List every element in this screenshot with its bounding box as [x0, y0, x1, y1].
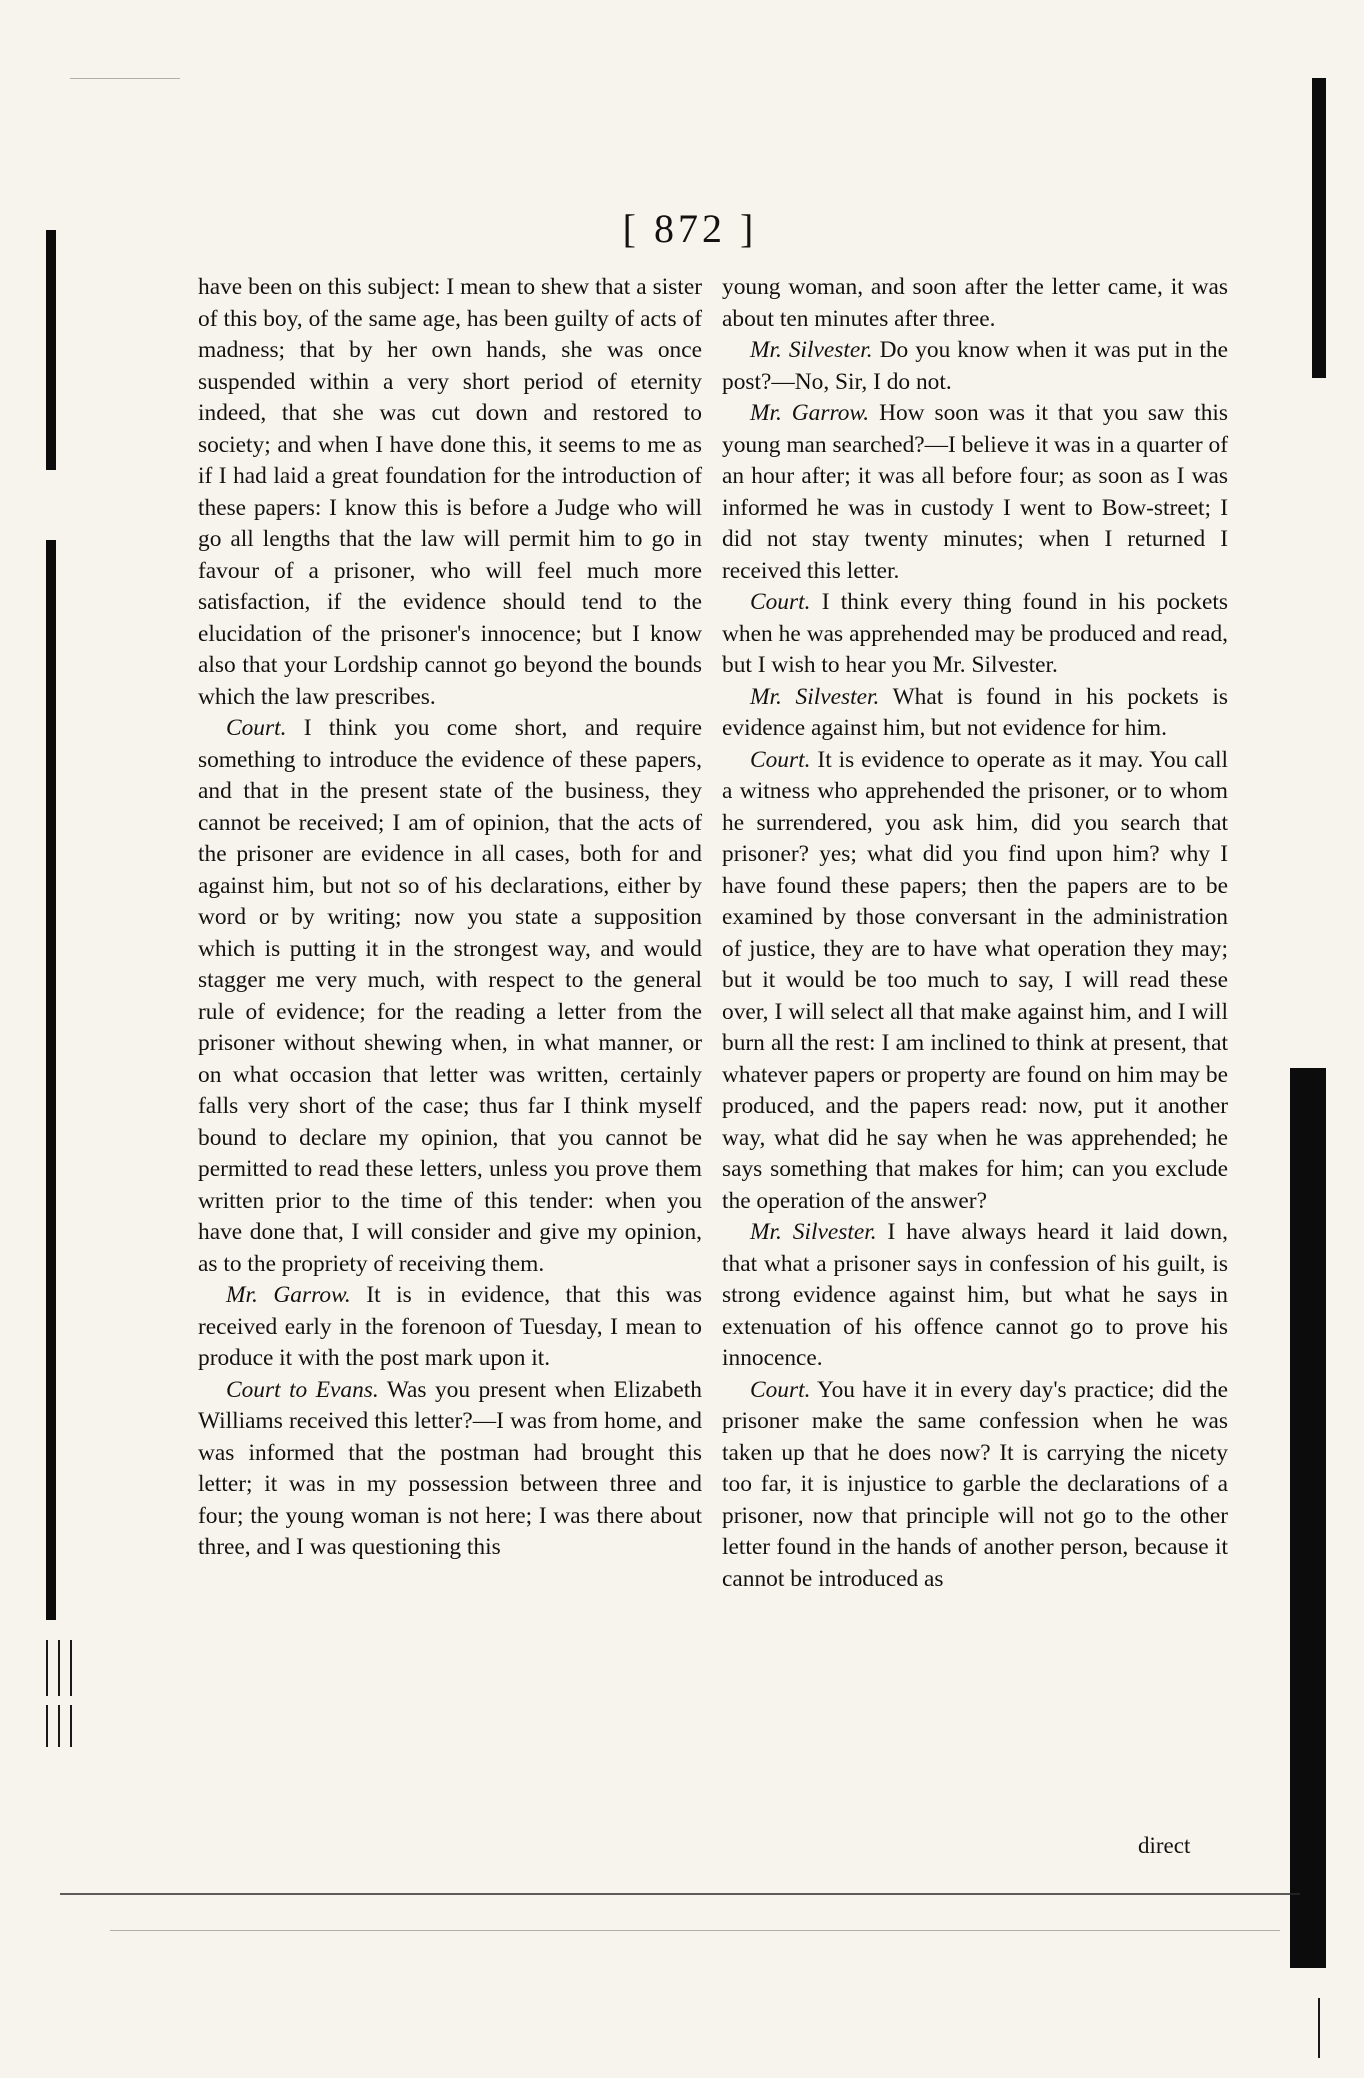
paragraph-text: I think every thing found in his pockets when he was apprehended may be produced and read, but I wish to hear you Mr. Silvester. [722, 589, 1228, 678]
paragraph [722, 272, 1228, 335]
scan-tick [70, 1640, 72, 1696]
speaker-label: Court. [226, 715, 287, 741]
paragraph-text: Was you present when Elizabeth Williams received this letter?—I was from home, and was informed that the postman had brought this letter; it was in my possession between three and four; the young woman is not here; I was there about three, and I was questioning this [198, 1376, 702, 1560]
scan-tick [1318, 1998, 1320, 2058]
paragraph [198, 1375, 702, 1564]
paragraph-text: Do you know when it was put in the post?—No, Sir, I do not. [722, 337, 1228, 395]
scan-edge-bar-top-right [1312, 78, 1326, 378]
scan-tick [58, 1640, 60, 1696]
speaker-label: Court. [750, 746, 811, 773]
paragraph-text: It is evidence to operate as it may. You call a witness who apprehended the prisoner, or to whom he surrendered, you ask him, did you search that prisoner? yes; what did you find upon him? why I have found these papers; then the papers are to be examined by those conversant in the administration of justice, they are to have what operation they may; but it would be too much to say, I will read these over, I will select all that make against him, and I will burn all the rest: I am inclined to think at present, that whatever papers or property are found on him may be produced, and the papers read: now, put it another way, what did he say when he was apprehended; he says something that makes for him; can you exclude the operation of the answer? [722, 746, 1228, 1214]
speaker-label: Mr. Silvester. [750, 1219, 877, 1245]
scan-rule-bottom-faint [110, 1930, 1280, 1931]
scan-rule-bottom [60, 1893, 1300, 1895]
scan-tick [46, 1705, 48, 1747]
paragraph [722, 745, 1228, 1218]
left-column [198, 272, 702, 1564]
paragraph-text: young woman, and soon after the letter came, it was about ten minutes after three. [722, 274, 1228, 332]
paragraph [198, 1280, 702, 1375]
speaker-label: Court. [750, 1376, 811, 1403]
scan-rule-top-faint [70, 78, 180, 79]
scan-edge-bar-left-2 [46, 540, 56, 1620]
paragraph [722, 398, 1228, 587]
paragraph [722, 587, 1228, 682]
paragraph [198, 713, 702, 1280]
paragraph-text: What is found in his pockets is evidence against him, but not evidence for him. [722, 683, 1228, 741]
paragraph-text: You have it in every day's practice; did the prisoner make the same confession when he was taken up that he does now? It is carrying the nicety too far, it is injustice to garble the declarations of a prisoner, now that principle will not go to the other letter found in the hands of another person, because it cannot be introduced as [722, 1376, 1228, 1592]
speaker-label: Court. [750, 589, 811, 615]
right-column [722, 272, 1228, 1595]
speaker-label: Mr. Silvester. [750, 337, 873, 363]
paragraph-text: How soon was it that you saw this young man searched?—I believe it was in a quarter of an hour after; it was all before four; as soon as I was informed he was in custody I went to Bow-street; I did not stay twenty minutes; when I returned I received this letter. [722, 400, 1228, 584]
paragraph-text: I think you come short, and require something to introduce the evidence of these papers, and that in the present state of the business, they cannot be received; I am of opinion, that the acts of the prisoner are evidence in all cases, both for and against him, but not so of his declarations, either by word or by writing; now you state a supposition which is putting it in the strongest way, and would stagger me very much, with respect to the general rule of evidence; for the reading a letter from the prisoner without shewing when, in what manner, or on what occasion that letter was written, certainly falls very short of the case; thus far I think myself bound to declare my opinion, that you cannot be permitted to read these letters, unless you prove them written prior to the time of this tender: when you have done that, I will consider and give my opinion, as to the propriety of receiving them. [198, 715, 702, 1277]
paragraph [198, 272, 702, 713]
paragraph-text: I have always heard it laid down, that what a prisoner says in confession of his guilt, is strong evidence against him, but what he says in extenuation of his offence cannot go to prove his innocence. [722, 1219, 1228, 1371]
speaker-label: Mr. Garrow. [750, 400, 870, 426]
catchword: direct [1138, 1833, 1191, 1858]
paragraph [722, 1217, 1228, 1375]
page-number: [ 872 ] [622, 206, 758, 251]
scan-edge-bar-bottom-right [1290, 1068, 1326, 1968]
paragraph-text: have been on this subject: I mean to shew that a sister of this boy, of the same age, has been guilty of acts of madness; that by her own hands, she was once suspended within a very short period of eternity indeed, that she was cut down and restored to society; and when I have done this, it seems to me as if I had laid a great foundation for the introduction of these papers: I know this is before a Judge who will go all lengths that the law will permit him to go in favour of a prisoner, who will feel much more satisfaction, if the evidence should tend to the elucidation of the prisoner's innocence; but I know also that your Lordship cannot go beyond the bounds which the law prescribes. [198, 274, 702, 710]
speaker-label: Court to Evans. [226, 1376, 379, 1403]
speaker-label: Mr. Silvester. [750, 683, 880, 710]
speaker-label: Mr. Garrow. [226, 1282, 351, 1308]
scan-tick [46, 1640, 48, 1696]
paragraph [722, 335, 1228, 398]
paragraph [722, 682, 1228, 745]
scan-tick [70, 1705, 72, 1747]
paragraph [722, 1375, 1228, 1596]
scan-edge-bar-left [46, 230, 56, 470]
paragraph-text: It is in evidence, that this was received early in the forenoon of Tuesday, I mean to produce it with the post mark upon it. [198, 1282, 702, 1371]
scan-tick [58, 1705, 60, 1747]
